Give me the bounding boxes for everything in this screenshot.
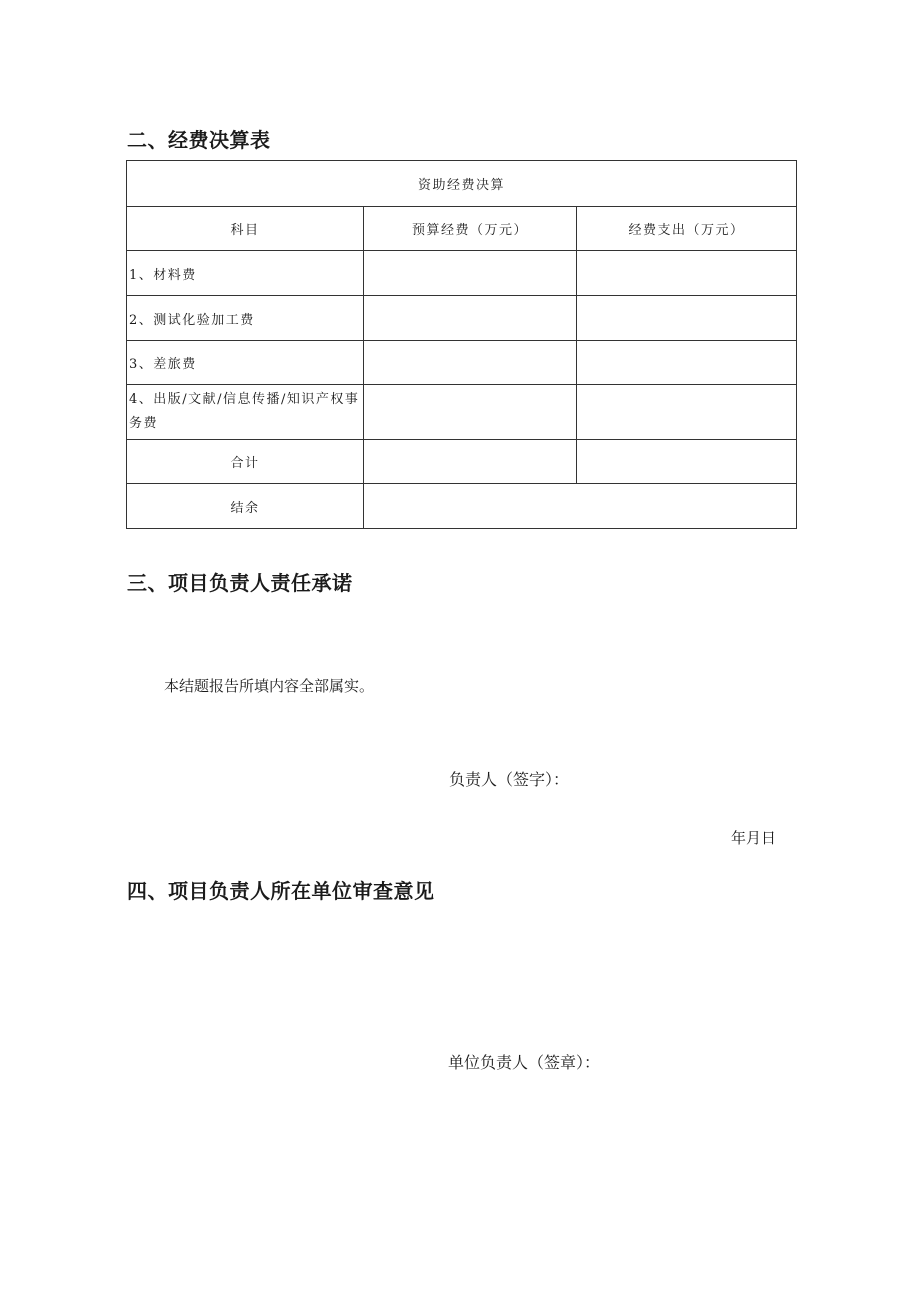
table-row (127, 385, 797, 440)
table-title-row (127, 161, 797, 207)
date-label: 年月日 (731, 829, 777, 847)
total-budget-cell[interactable] (364, 440, 577, 484)
row-item-label: 4、出版/文献/信息传播/知识产权事务费 (127, 385, 364, 440)
section-heading-budget: 二、经费决算表 (127, 128, 271, 152)
row-item-label: 2、测试化验加工费 (127, 296, 364, 341)
table-title: 资助经费决算 (127, 161, 797, 207)
table-total-row (127, 440, 797, 484)
total-spent-cell[interactable] (577, 440, 797, 484)
unit-head-signature-label: 单位负责人（签章）： (448, 1053, 601, 1072)
spent-cell[interactable] (577, 296, 797, 341)
spent-cell[interactable] (577, 385, 797, 440)
column-header-item: 科目 (127, 207, 364, 251)
column-header-budget: 预算经费（万元） (364, 207, 577, 251)
section-heading-commitment: 三、项目负责人责任承诺 (127, 571, 353, 595)
budget-cell[interactable] (364, 341, 577, 385)
budget-cell[interactable] (364, 251, 577, 296)
principal-signature-label: 负责人（签字）： (449, 770, 570, 789)
table-header-row (127, 207, 797, 251)
table-balance-row (127, 484, 797, 529)
balance-cell[interactable] (364, 484, 797, 529)
balance-label: 结余 (127, 484, 364, 529)
budget-table (126, 160, 797, 529)
table-row (127, 251, 797, 296)
total-label: 合计 (127, 440, 364, 484)
section-heading-review: 四、项目负责人所在单位审查意见 (127, 879, 435, 903)
spent-cell[interactable] (577, 341, 797, 385)
budget-cell[interactable] (364, 296, 577, 341)
row-item-label: 1、材料费 (127, 251, 364, 296)
row-item-label: 3、差旅费 (127, 341, 364, 385)
spent-cell[interactable] (577, 251, 797, 296)
column-header-spent: 经费支出（万元） (577, 207, 797, 251)
commitment-statement: 本结题报告所填内容全部属实。 (164, 677, 375, 695)
table-row (127, 341, 797, 385)
budget-cell[interactable] (364, 385, 577, 440)
table-row (127, 296, 797, 341)
